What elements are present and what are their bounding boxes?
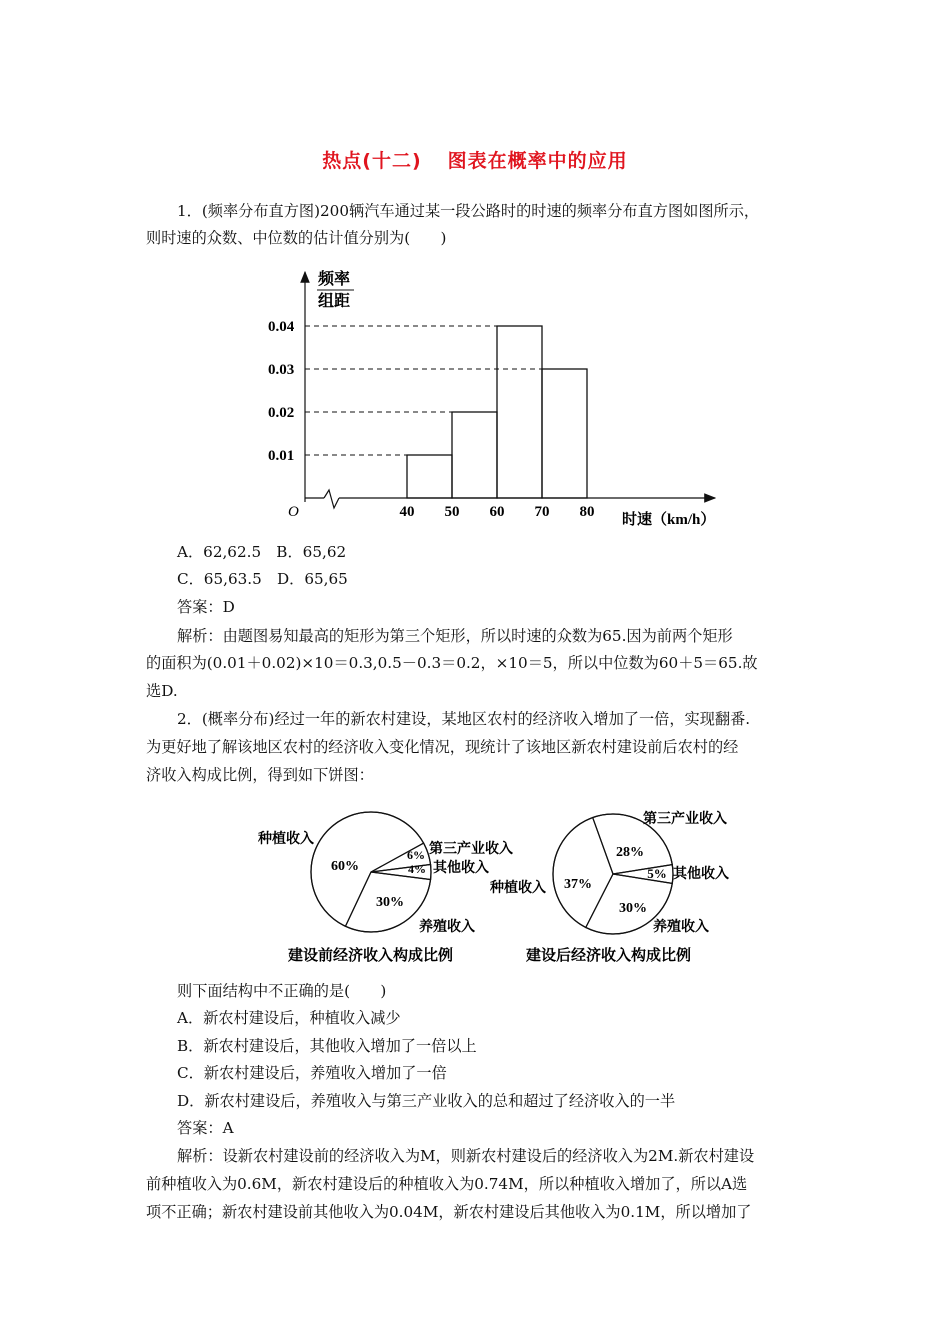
q1-analysis-line1: 解析：由题图易知最高的矩形为第三个矩形，所以时速的众数为65.因为前两个矩形 [177, 627, 733, 645]
y-label-top: 频率 [318, 271, 351, 288]
pie-before-label-planting: 种植收入 [258, 832, 314, 847]
q1-analysis-line3: 选D. [146, 682, 178, 700]
q2-option-a: A．新农村建设后，种植收入减少 [177, 1009, 401, 1027]
q2-option-c: C．新农村建设后，养殖收入增加了一倍 [177, 1064, 447, 1082]
y-tick-label: 0.04 [268, 319, 295, 335]
pie-after-label-tertiary: 第三产业收入 [643, 812, 727, 827]
y-tick-label: 0.03 [268, 362, 295, 378]
histogram-bar [542, 369, 587, 498]
pie-value-label: 37% [564, 877, 592, 892]
x-axis-label: 时速（km/h） [622, 512, 716, 528]
q2-stem-line3: 济收入构成比例，得到如下饼图： [146, 766, 374, 784]
histogram-bar [497, 326, 542, 498]
q2-option-d: D．新农村建设后，养殖收入与第三产业收入的总和超过了经济收入的一半 [177, 1092, 676, 1110]
pie-value-label: 5% [647, 866, 667, 881]
title-part1: 热点(十二) [322, 150, 422, 172]
pie-value-label: 4% [408, 862, 426, 876]
histogram-chart [250, 262, 730, 534]
y-tick-label: 0.02 [268, 405, 295, 421]
q1-analysis-line2: 的面积为(0.01＋0.02)×10＝0.3,0.5－0.3＝0.2，×10＝5，所以中位数为60＋5＝65.故 [146, 654, 758, 672]
axis-break [324, 490, 339, 508]
pie-before-title: 建设前经济收入构成比例 [288, 948, 454, 964]
q1-stem-line1: 1．(频率分布直方图)200辆汽车通过某一段公路时的时速的频率分布直方图如图所示， [177, 202, 760, 220]
q2-stem-line1: 2．(概率分布)经过一年的新农村建设，某地区农村的经济收入增加了一倍，实现翻番. [177, 710, 751, 728]
pie-value-label: 30% [376, 895, 404, 910]
pie-after-label-breeding: 养殖收入 [653, 920, 709, 935]
pie-value-label: 28% [616, 845, 644, 860]
x-tick-label: 50 [444, 504, 460, 520]
q1-stem-line2: 则时速的众数、中位数的估计值分别为( ) [146, 229, 447, 247]
y-label-bottom: 组距 [318, 293, 351, 310]
pie-value-label: 6% [407, 848, 425, 862]
x-tick-label: 40 [399, 504, 415, 520]
histogram-bar [452, 412, 497, 498]
pie-slice [553, 818, 613, 928]
x-tick-label: 60 [489, 504, 505, 520]
title-part2: 图表在概率中的应用 [447, 150, 628, 172]
pie-slice [311, 812, 424, 926]
q2-analysis-line3: 项不正确；新农村建设前其他收入为0.04M，新农村建设后其他收入为0.1M，所以增加了 [146, 1203, 752, 1221]
q2-analysis-line2: 前种植收入为0.6M，新农村建设后的种植收入为0.74M，所以种植收入增加了，所以A选 [146, 1175, 748, 1193]
q1-options-line2: C．65,63.5 D．65,65 [177, 570, 348, 588]
histogram-bar [407, 455, 452, 498]
pie-value-label: 60% [331, 859, 359, 874]
x-tick-label: 70 [534, 504, 550, 520]
q2-question: 则下面结构中不正确的是( ) [177, 982, 387, 1000]
q2-answer: 答案：A [177, 1119, 234, 1137]
pie-before-label-breeding: 养殖收入 [419, 920, 475, 935]
q2-stem-line2: 为更好地了解该地区农村的经济收入变化情况，现统计了该地区新农村建设前后农村的经 [146, 738, 739, 756]
q2-option-b: B．新农村建设后，其他收入增加了一倍以上 [177, 1037, 477, 1055]
pie-after-title: 建设后经济收入构成比例 [526, 948, 692, 964]
pie-before-label-other: 其他收入 [433, 861, 489, 876]
q1-options-line1: A．62,62.5 B．65,62 [177, 543, 347, 561]
origin-label: O [288, 504, 299, 520]
page-title [0, 146, 950, 173]
pie-after-label-other: 其他收入 [673, 867, 729, 882]
pie-before-label-tertiary: 第三产业收入 [429, 842, 513, 857]
pie-after-label-planting: 种植收入 [490, 881, 546, 896]
pie-value-label: 30% [619, 901, 647, 916]
y-tick-label: 0.01 [268, 448, 295, 464]
x-tick-label: 80 [579, 504, 595, 520]
q2-analysis-line1: 解析：设新农村建设前的经济收入为M，则新农村建设后的经济收入为2M.新农村建设 [177, 1147, 755, 1165]
pie-charts [240, 800, 760, 972]
q1-answer: 答案：D [177, 598, 235, 616]
